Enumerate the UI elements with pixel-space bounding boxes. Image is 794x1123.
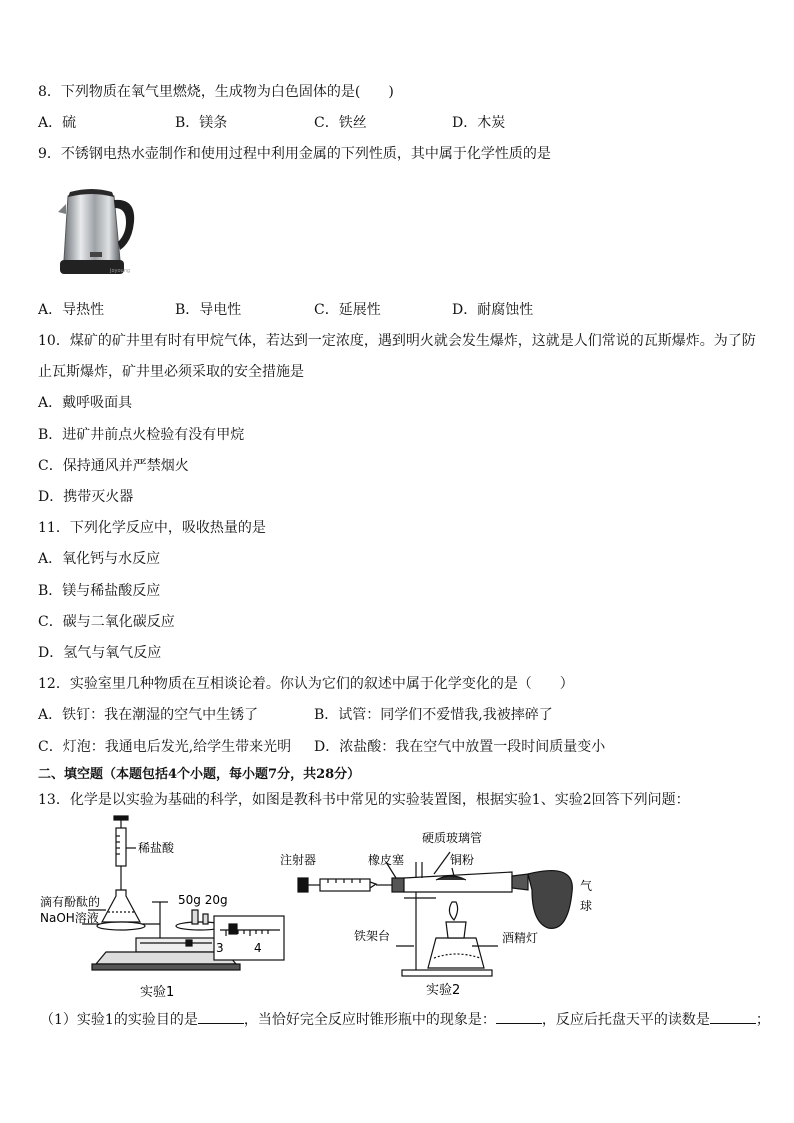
answer-blank-reading[interactable] [710, 1009, 756, 1024]
q11-option-d[interactable]: D．氢气与氧气反应 [38, 645, 162, 661]
q10-option-c[interactable]: C．保持通风并严禁烟火 [38, 458, 189, 474]
label-weights: 50g 20g [178, 893, 228, 907]
label-iron-stand: 铁架台 [354, 929, 391, 943]
q8-option-b[interactable]: B．镁条 [175, 115, 228, 131]
svg-text:Joyoung: Joyoung [110, 268, 131, 274]
q8-option-d[interactable]: D．木炭 [452, 115, 506, 131]
q8-option-c[interactable]: C．铁丝 [314, 115, 367, 131]
scale-tick-4: 4 [254, 941, 262, 955]
kettle-image [52, 182, 144, 280]
q8-option-a[interactable]: A．硫 [38, 115, 77, 131]
answer-blank-phenomenon[interactable] [496, 1009, 542, 1024]
q11-stem: 11．下列化学反应中，吸收热量的是 [38, 520, 266, 536]
q10-option-d[interactable]: D．携带灭火器 [38, 489, 134, 505]
label-alcohol-lamp: 酒精灯 [502, 931, 539, 945]
q9-option-d[interactable]: D．耐腐蚀性 [452, 302, 534, 318]
label-rubber-stopper: 橡皮塞 [368, 853, 405, 867]
label-indicator-line2: NaOH溶液 [40, 911, 99, 925]
q12-option-a[interactable]: A．铁钉：我在潮湿的空气中生锈了 [38, 707, 259, 723]
q9-option-b[interactable]: B．导电性 [175, 302, 242, 318]
experiment-2-caption: 实验2 [426, 983, 461, 998]
answer-blank-purpose[interactable] [198, 1009, 244, 1024]
q11-option-b[interactable]: B．镁与稀盐酸反应 [38, 583, 161, 599]
q11-option-c[interactable]: C．碳与二氧化碳反应 [38, 614, 175, 630]
q13-sub1-part-c: ，反应后托盘天平的读数是 [541, 1012, 710, 1028]
q10-stem-line1: 10．煤矿的矿井里有时有甲烷气体，若达到一定浓度，遇到明火就会发生爆炸，这就是人们常说的瓦斯爆炸。为了防 [38, 333, 756, 349]
label-syringe: 注射器 [280, 853, 317, 867]
q8-stem: 8．下列物质在氧气里燃烧，生成物为白色固体的是( ) [38, 84, 394, 100]
q13-subquestion-1 [40, 1009, 770, 1030]
q9-option-a[interactable]: A．导热性 [38, 302, 105, 318]
experiment-1-figure [36, 812, 296, 1004]
q11-option-a[interactable]: A．氧化钙与水反应 [38, 551, 161, 567]
label-copper-powder: 铜粉 [450, 853, 475, 867]
q12-option-b[interactable]: B．试管：同学们不爱惜我,我被摔碎了 [314, 707, 553, 723]
q9-stem: 9．不锈钢电热水壶制作和使用过程中利用金属的下列性质，其中属于化学性质的是 [38, 146, 551, 162]
q13-sub1-part-b: ，当恰好完全反应时锥形瓶中的现象是： [243, 1012, 496, 1028]
q10-option-b[interactable]: B．进矿井前点火检验有没有甲烷 [38, 427, 245, 443]
q12-option-d[interactable]: D．浓盐酸：我在空气中放置一段时间质量变小 [314, 739, 606, 755]
q12-stem: 12．实验室里几种物质在互相谈论着。你认为它们的叙述中属于化学变化的是（ ） [38, 676, 574, 692]
label-dilute-hcl: 稀盐酸 [138, 841, 175, 855]
scale-tick-3: 3 [216, 941, 224, 955]
label-glass-tube: 硬质玻璃管 [422, 831, 483, 845]
experiment-2-figure [276, 822, 596, 1002]
q10-stem-line2: 止瓦斯爆炸，矿井里必须采取的安全措施是 [38, 364, 304, 380]
experiment-1-caption: 实验1 [140, 985, 175, 1000]
q12-option-c[interactable]: C．灯泡：我通电后发光,给学生带来光明 [38, 739, 292, 755]
q9-option-c[interactable]: C．延展性 [314, 302, 381, 318]
section-2-title: 二、填空题（本题包括4个小题，每小题7分，共28分） [38, 767, 361, 782]
q13-sub1-end: ； [755, 1012, 770, 1028]
q10-option-a[interactable]: A．戴呼吸面具 [38, 395, 133, 411]
q13-sub1-part-a: （1）实验1的实验目的是 [40, 1012, 198, 1028]
label-balloon-1: 气 [580, 879, 593, 893]
label-balloon-2: 球 [580, 899, 593, 913]
q13-stem: 13．化学是以实验为基础的科学，如图是教科书中常见的实验装置图，根据实验1、实验2回答下列问题： [38, 792, 690, 808]
label-indicator-line1: 滴有酚酞的 [40, 895, 101, 909]
